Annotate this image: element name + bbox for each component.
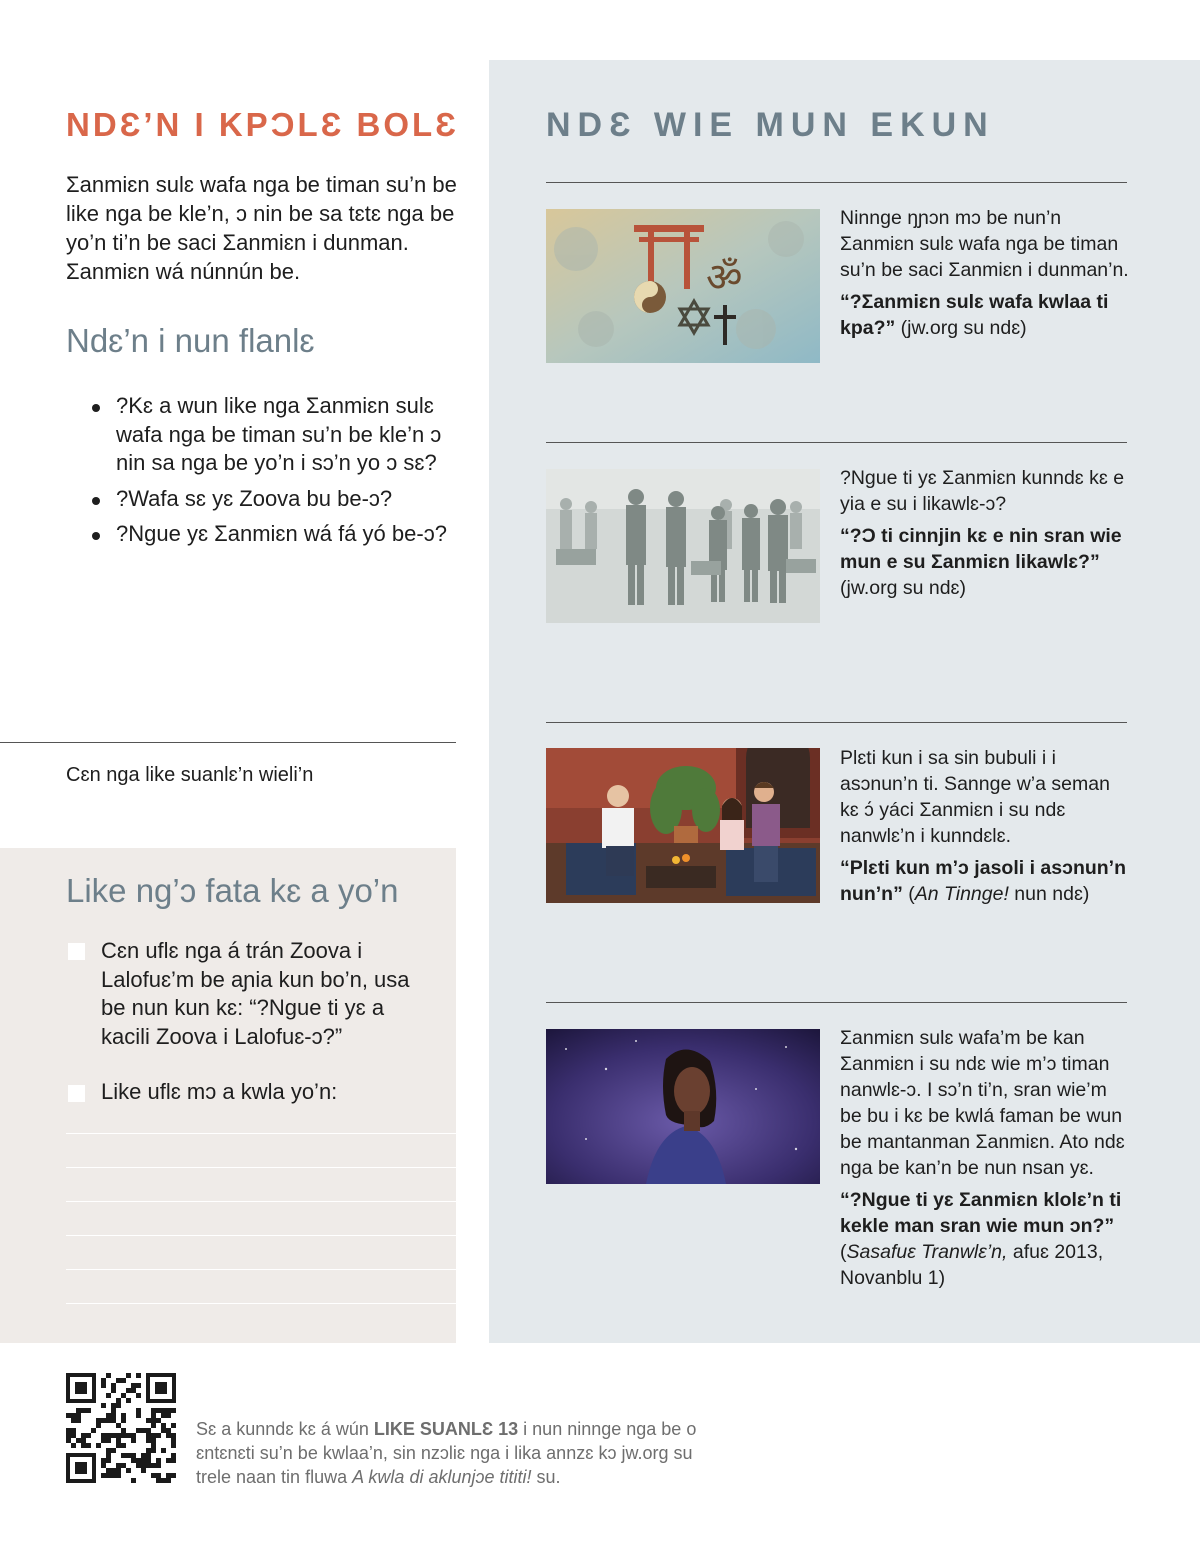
item-description: Ʃanmiɛn sulɛ wafa’m be kan Ʃanmiɛn i su ndɛ wie m’ɔ timan nanwlɛ-ɔ. I sɔ’n ti’n, sran wie’m be bu i kɛ be kwlá faman be wun be mantanman Ʃanmiɛn. Ato ndɛ nga be kan’n be nun nsan yɛ. xyxy=(840,1027,1125,1179)
footer-text: su. xyxy=(531,1467,561,1487)
bullet-icon xyxy=(92,497,100,505)
article-title-link[interactable]: “Plɛti kun m’ɔ jasoli i asɔnun’n nun’n” xyxy=(840,857,1127,905)
question-item xyxy=(88,392,458,478)
article-title-link[interactable]: “?Ngue ti yɛ Ʃanmiɛn klolɛ’n ti kekle man sran wie mun ɔn?” xyxy=(840,1189,1122,1237)
question-item xyxy=(88,485,458,514)
writing-line[interactable] xyxy=(66,1167,456,1168)
qr-code-icon[interactable] xyxy=(66,1373,176,1483)
divider xyxy=(546,182,1127,183)
publication-title: An Tinnge! xyxy=(914,883,1009,905)
bullet-icon xyxy=(92,532,100,540)
questions-list xyxy=(88,392,458,556)
question-text: ?Ngue yɛ Ʃanmiɛn wá fá yó be-ɔ? xyxy=(116,521,447,546)
divider xyxy=(546,722,1127,723)
item-description: ?Ngue ti yɛ Ʃanmiɛn kunndɛ kɛ e yia e su i likawlɛ-ɔ? xyxy=(840,467,1125,515)
reading-item xyxy=(840,1025,1130,1291)
reading-item xyxy=(840,205,1130,341)
people-gathering-image xyxy=(546,469,820,623)
intro-paragraph: Ʃanmiɛn sulɛ wafa nga be timan su’n be like nga be kle’n, ɔ nin be sa tɛtɛ nga be yo’n ti’n be saci Ʃanmiɛn i dunman. Ʃanmiɛn wá núnnún be. xyxy=(66,172,457,284)
brochure-title: A kwla di aklunjɔe tititi! xyxy=(352,1467,532,1487)
article-source: ( xyxy=(840,1241,847,1263)
article-source: ( xyxy=(902,883,915,905)
divider xyxy=(546,442,1127,443)
reading-item xyxy=(840,465,1130,601)
checkbox[interactable] xyxy=(68,1085,85,1102)
question-text: ?Wafa sɛ yɛ Zoova bu be-ɔ? xyxy=(116,485,393,511)
checkbox[interactable] xyxy=(68,943,85,960)
bible-discussion-image xyxy=(546,748,820,903)
item-description: Plɛti kun i sa sin bubuli i i asɔnun’n ti. Sannge w’a seman kɛ ɔ́ yáci Ʃanmiɛn i su ndɛ nanwlɛ’n i kunndɛlɛ. xyxy=(840,747,1110,847)
woman-night-sky-image xyxy=(546,1029,820,1184)
article-title-link[interactable]: “?Ɔ ti cinnjin kɛ e nin sran wie mun e su Ʃanmiɛn likawlɛ?” xyxy=(840,525,1122,573)
religious-symbols-image xyxy=(546,209,820,363)
writing-line[interactable] xyxy=(66,1235,456,1236)
writing-line[interactable] xyxy=(66,1201,456,1202)
writing-line[interactable] xyxy=(66,1269,456,1270)
review-heading: Like ng’ɔ fata kɛ a yo’n xyxy=(66,872,399,909)
footer-text: i nun ninnge nga be o ɛntɛnɛti su’n be kwlaa’n, sin nzɔliɛ nga i lika annzɛ kɔ jw.org su trele naan tin fluwa xyxy=(196,1419,697,1487)
questions-heading: Ndɛ’n i nun flanlɛ xyxy=(66,322,315,359)
reading-item xyxy=(840,745,1130,907)
article-source: (jw.org su ndɛ) xyxy=(840,577,966,599)
lesson-reference: LIKE SUANLƐ 13 xyxy=(373,1419,519,1439)
study-date-label: Cɛn nga like suanlɛ’n wieli’n xyxy=(66,764,314,786)
divider xyxy=(546,1002,1127,1003)
question-text: ?Kɛ a wun like nga Ʃanmiɛn sulɛ wafa nga be timan su’n be kle’n ɔ nin sa nga be yo’n i sɔ’n yo ɔ sɛ? xyxy=(116,393,442,475)
divider xyxy=(0,742,456,743)
review-item-text: Like uflɛ mɔ a kwla yo’n: xyxy=(101,1079,338,1104)
footer-note xyxy=(196,1417,716,1489)
question-item xyxy=(88,520,458,549)
svg-text:ॐ: ॐ xyxy=(706,255,743,301)
footer-text: Sɛ a kunndɛ kɛ á wún xyxy=(196,1419,374,1439)
item-description: Ninnge ŋɲɔn mɔ be nun’n Ʃanmiɛn sulɛ wafa nga be timan su’n be saci Ʃanmiɛn i dunman’n. xyxy=(840,207,1129,281)
article-source: nun ndɛ) xyxy=(1008,883,1090,905)
review-item-text: Cɛn uflɛ nga á trán Zoova i Lalofuɛ’m be aɲia kun bo’n, usa be nun kun kɛ: “?Ngue ti yɛ a kacili Zoova i Lalofuɛ-ɔ?” xyxy=(101,938,410,1049)
main-heading: NDƐ’N I KPƆLƐ BOLƐ xyxy=(66,106,459,143)
publication-title: Sasafuɛ Tranwlɛ’n, xyxy=(846,1241,1008,1263)
article-source: afuɛ 2013, Novanblu 1) xyxy=(840,1241,1104,1289)
writing-line[interactable] xyxy=(66,1133,456,1134)
writing-line[interactable] xyxy=(66,1303,456,1304)
bullet-icon xyxy=(92,404,100,412)
article-title-link[interactable]: “?Ʃanmiɛn sulɛ wafa kwlaa ti kpa?” xyxy=(840,291,1109,339)
article-source: (jw.org su ndɛ) xyxy=(895,317,1027,339)
further-reading-heading: NDƐ WIE MUN EKUN xyxy=(546,106,995,144)
